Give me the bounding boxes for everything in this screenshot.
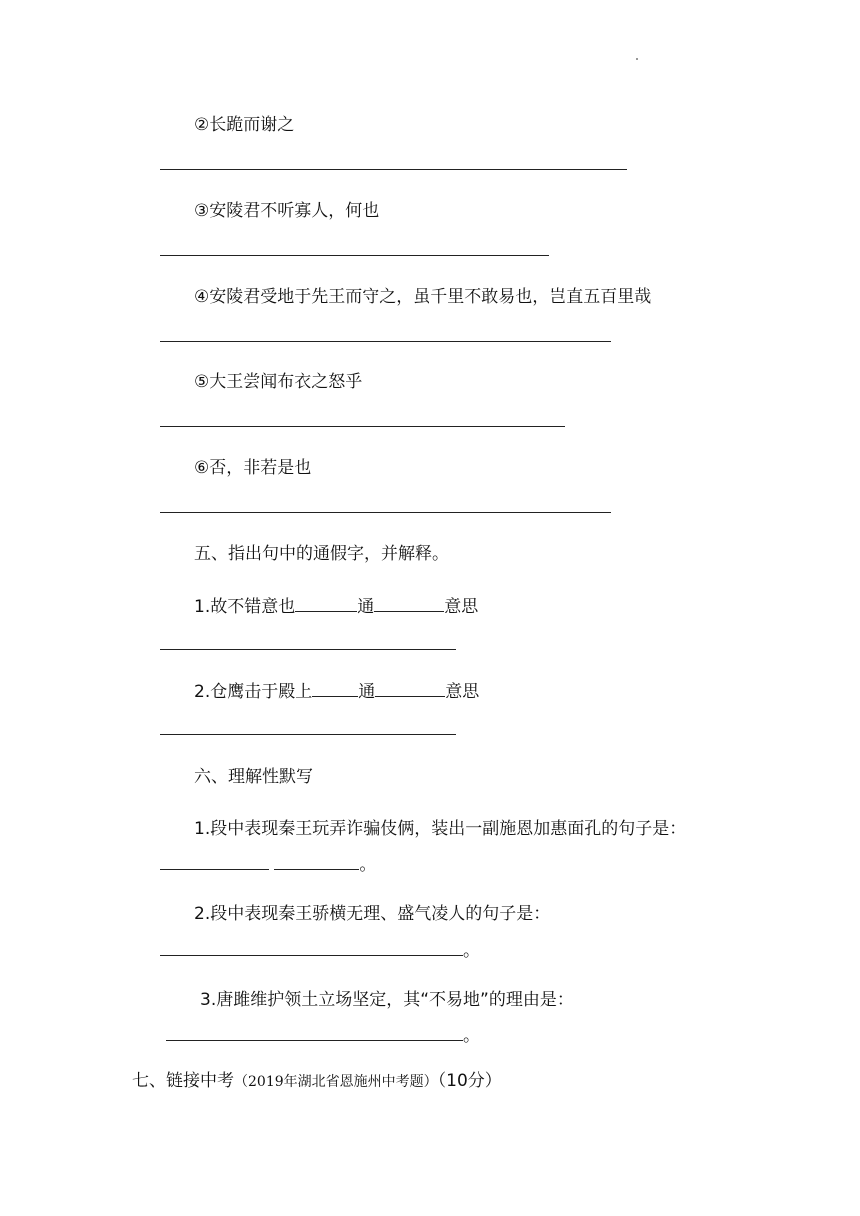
- char-blank[interactable]: [295, 595, 357, 612]
- translation-item-4: ④安陵君受地于先王而守之，虽千里不敢易也，岂直五百里哉: [194, 287, 652, 307]
- section-6-heading: 六、理解性默写: [194, 767, 313, 787]
- question-text: 2.仓鹰击于殿上: [194, 682, 313, 702]
- section-7-heading: 七、链接中考: [132, 1071, 234, 1091]
- translation-item-5: ⑤大王尝闻布衣之怒乎: [194, 372, 363, 392]
- section-7-score: （10分）: [437, 1071, 502, 1091]
- answer-line-4[interactable]: [160, 341, 611, 342]
- translation-item-3: ③安陵君不听寡人，何也: [194, 201, 380, 221]
- tong-label: 通: [358, 682, 376, 702]
- answer-line-5[interactable]: [160, 426, 565, 427]
- meaning-label: 意思: [445, 682, 480, 702]
- section-6-answer-1: [160, 853, 376, 876]
- meaning-answer-line-2[interactable]: [160, 734, 456, 735]
- end-mark: 。: [359, 855, 377, 875]
- answer-blank-b[interactable]: [274, 853, 359, 870]
- end-mark: 。: [463, 1026, 480, 1046]
- char-blank[interactable]: [312, 680, 358, 697]
- tong-blank[interactable]: [375, 680, 445, 697]
- translation-item-6: ⑥否，非若是也: [194, 458, 312, 478]
- section-5-question-2: [194, 680, 479, 703]
- answer-blank[interactable]: [166, 1024, 463, 1041]
- answer-line-3[interactable]: [160, 255, 549, 256]
- section-6-answer-3: [166, 1024, 480, 1047]
- tong-blank[interactable]: [374, 595, 444, 612]
- page-dot: [636, 58, 638, 60]
- answer-blank[interactable]: [160, 939, 463, 956]
- end-mark: 。: [463, 941, 480, 961]
- meaning-label: 意思: [444, 597, 479, 617]
- tong-label: 通: [357, 597, 375, 617]
- section-6-question-3: 3.唐雎维护领土立场坚定，其“不易地”的理由是：: [200, 990, 574, 1010]
- question-text: 1.故不错意也: [194, 597, 296, 617]
- answer-line-2[interactable]: [160, 169, 627, 170]
- translation-item-2: ②长跪而谢之: [194, 115, 295, 135]
- section-5-heading: 五、指出句中的通假字，并解释。: [194, 544, 449, 564]
- section-6-answer-2: [160, 939, 480, 962]
- answer-line-6[interactable]: [160, 512, 611, 513]
- answer-blank-a[interactable]: [160, 853, 269, 870]
- meaning-answer-line-1[interactable]: [160, 649, 456, 650]
- section-5-question-1: [194, 595, 478, 618]
- section-6-question-1: 1.段中表现秦王玩弄诈骗伎俩，装出一副施恩加惠面孔的句子是：: [194, 819, 687, 839]
- section-6-question-2: 2.段中表现秦王骄横无理、盛气凌人的句子是：: [194, 904, 551, 924]
- section-7-heading-row: [132, 1070, 502, 1093]
- section-7-source: （2019年湖北省恩施州中考题）: [234, 1074, 438, 1090]
